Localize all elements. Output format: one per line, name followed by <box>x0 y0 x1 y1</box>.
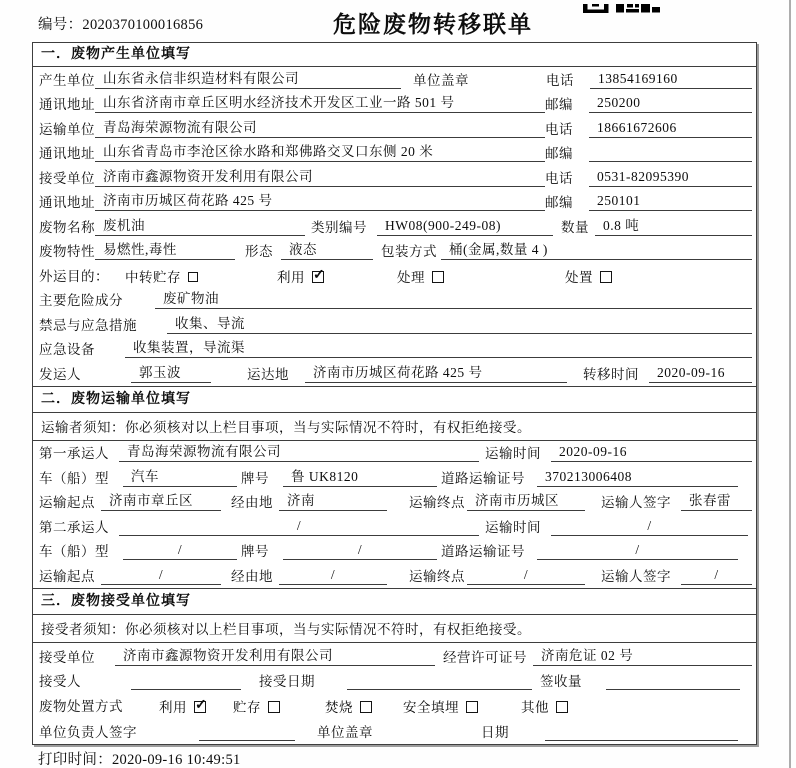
print-time: 打印时间：2020-09-16 10:49:51 <box>38 752 241 768</box>
field-label: 废物处置方式 <box>39 699 123 714</box>
notice-text: 运输者须知：你必须核对以上栏目事项，当与实际情况不符时，有权拒绝接受。 <box>33 413 756 441</box>
field-label: 第二承运人 <box>39 519 109 535</box>
field-label: 运输单位 <box>39 121 95 137</box>
field-label: 运输人签字 <box>601 568 671 584</box>
field-label: 接受人 <box>39 674 81 689</box>
field-label: 车（船）型 <box>39 544 109 559</box>
field-label: 邮编 <box>545 97 573 112</box>
field-value: 收集、导流 <box>167 312 752 334</box>
form-row <box>33 441 756 466</box>
form-row <box>33 643 756 669</box>
field-label: 运输终点 <box>409 495 465 510</box>
checkbox-unchecked-icon <box>466 701 478 713</box>
field-value: / <box>279 567 387 585</box>
checkbox-group <box>403 696 521 718</box>
field-value: 汽车 <box>123 465 237 487</box>
field-value: 济南市历城区荷花路 425 号 <box>305 361 567 383</box>
field-value: / <box>123 542 237 560</box>
checkbox-checked-icon <box>312 271 324 283</box>
page-edge-divider <box>789 0 791 768</box>
field-value <box>545 724 738 741</box>
transfer-form-table <box>32 42 757 745</box>
section-header: 一．废物产生单位填写 <box>33 43 756 67</box>
checkbox-label: 安全填埋 <box>403 700 459 715</box>
field-value: 济南市章丘区 <box>101 489 221 511</box>
checkbox-group <box>521 696 752 718</box>
field-label: 单位负责人签字 <box>39 725 137 740</box>
form-row <box>33 116 756 141</box>
checkbox-unchecked-icon <box>188 272 198 282</box>
form-row <box>33 337 756 362</box>
field-label: 类别编号 <box>311 219 367 235</box>
form-row <box>33 239 756 264</box>
field-value: 山东省青岛市李沧区徐水路和郑佛路交叉口东侧 20 米 <box>95 140 545 162</box>
field-value: / <box>537 542 738 560</box>
checkbox-group <box>125 266 277 288</box>
checkbox-group <box>143 696 233 718</box>
form-row <box>33 263 756 288</box>
field-label: 运输时间 <box>485 519 541 535</box>
checkbox-group <box>277 266 397 288</box>
field-value: 张春雷 <box>681 489 752 511</box>
field-value: 易燃性,毒性 <box>95 238 235 260</box>
field-label: 牌号 <box>241 544 269 559</box>
field-label: 外运目的： <box>39 268 109 284</box>
field-value: 济南市鑫源物资开发利用有限公司 <box>95 165 545 187</box>
field-label: 运输人签字 <box>601 495 671 510</box>
checkbox-label: 其他 <box>521 700 549 715</box>
field-label: 电话 <box>545 170 573 186</box>
field-label: 邮编 <box>545 146 573 161</box>
field-label: 日期 <box>481 725 509 740</box>
section-header: 三．废物接受单位填写 <box>33 588 756 615</box>
form-row <box>33 165 756 190</box>
form-row <box>33 141 756 166</box>
field-value: 济南市历城区荷花路 425 号 <box>95 189 545 211</box>
form-row <box>33 718 756 744</box>
field-label: 通讯地址 <box>39 97 95 112</box>
field-label: 转移时间 <box>583 366 639 382</box>
form-row <box>33 514 756 539</box>
field-label: 接受单位 <box>39 649 95 665</box>
field-label: 废物特性 <box>39 244 95 259</box>
form-row <box>33 214 756 239</box>
form-row <box>33 563 756 588</box>
field-value <box>347 673 532 690</box>
field-label: 经由地 <box>231 568 273 584</box>
checkbox-unchecked-icon <box>360 701 372 713</box>
checkbox-unchecked-icon <box>600 271 612 283</box>
field-value: / <box>681 567 752 585</box>
field-label: 数量 <box>561 219 589 235</box>
field-value: 18661672606 <box>589 120 752 138</box>
form-title: 危险废物转移联单 <box>333 12 533 37</box>
checkbox-checked-icon <box>194 701 206 713</box>
field-label: 车（船）型 <box>39 470 109 486</box>
field-value: 250101 <box>589 193 752 211</box>
field-value: 郭玉波 <box>131 361 211 383</box>
field-value: 收集装置，导流渠 <box>125 336 752 358</box>
field-value: / <box>101 567 221 585</box>
field-label: 单位盖章 <box>317 725 373 740</box>
field-value: 桶(金属,数量 4 ) <box>441 238 752 260</box>
field-label: 第一承运人 <box>39 446 109 461</box>
field-label: 道路运输证号 <box>441 470 525 486</box>
field-value: 山东省永信非织造材料有限公司 <box>95 67 401 89</box>
form-row <box>33 539 756 564</box>
field-value: 250200 <box>589 95 752 113</box>
field-label: 道路运输证号 <box>441 544 525 559</box>
field-label: 通讯地址 <box>39 195 95 210</box>
field-value: 废矿物油 <box>155 287 752 309</box>
checkbox-label: 处理 <box>397 269 425 285</box>
checkbox-group <box>565 266 752 288</box>
field-label: 经营许可证号 <box>443 649 527 665</box>
field-value: / <box>551 518 748 536</box>
form-row <box>33 693 756 718</box>
field-value: / <box>283 542 437 560</box>
section-header: 二．废物运输单位填写 <box>33 386 756 413</box>
qr-code-fragment-icon <box>583 0 661 9</box>
form-serial-number: 编号：2020370100016856 <box>38 17 204 33</box>
field-label: 形态 <box>245 244 273 259</box>
field-value <box>589 145 752 162</box>
checkbox-group <box>233 696 325 718</box>
field-label: 接受日期 <box>259 674 315 689</box>
form-row <box>33 190 756 215</box>
field-value: 2020-09-16 <box>551 444 752 462</box>
checkbox-label: 贮存 <box>233 700 261 715</box>
field-value: 液态 <box>281 238 373 260</box>
field-value: / <box>119 518 479 536</box>
field-label: 废物名称 <box>39 219 95 235</box>
checkbox-unchecked-icon <box>268 701 280 713</box>
field-value: 济南危证 02 号 <box>533 644 752 666</box>
checkbox-unchecked-icon <box>432 271 444 283</box>
field-label: 电话 <box>546 72 574 88</box>
field-label: 接受单位 <box>39 170 95 186</box>
field-value: 2020-09-16 <box>649 365 752 383</box>
field-value: 废机油 <box>95 214 305 236</box>
field-value: 青岛海荣源物流有限公司 <box>95 116 545 138</box>
field-value: 0.8 吨 <box>595 214 752 236</box>
field-label: 单位盖章 <box>413 72 469 88</box>
field-value: 青岛海荣源物流有限公司 <box>119 440 479 462</box>
field-value: HW08(900-249-08) <box>377 218 553 236</box>
checkbox-label: 中转贮存 <box>125 269 181 285</box>
checkbox-unchecked-icon <box>556 701 568 713</box>
field-label: 签收量 <box>540 674 582 689</box>
field-value <box>199 724 295 741</box>
field-value: 济南市历城区 <box>467 489 585 511</box>
field-label: 运达地 <box>247 366 289 382</box>
field-label: 产生单位 <box>39 72 95 88</box>
form-row <box>33 465 756 490</box>
field-label: 运输终点 <box>409 568 465 584</box>
checkbox-group <box>325 696 403 718</box>
form-row <box>33 312 756 337</box>
form-row <box>33 67 756 92</box>
field-value: / <box>467 567 585 585</box>
field-value: 0531-82095390 <box>589 169 752 187</box>
field-label: 包装方式 <box>381 244 437 259</box>
checkbox-label: 利用 <box>277 269 305 285</box>
field-label: 发运人 <box>39 366 81 382</box>
field-label: 主要危险成分 <box>39 293 123 308</box>
form-row <box>33 288 756 313</box>
field-value: 鲁 UK8120 <box>283 465 437 487</box>
field-label: 邮编 <box>545 195 573 210</box>
field-value: 济南 <box>279 489 387 511</box>
field-label: 运输时间 <box>485 446 541 461</box>
field-label: 电话 <box>545 121 573 137</box>
form-row <box>33 361 756 386</box>
field-label: 应急设备 <box>39 342 95 357</box>
field-label: 牌号 <box>241 470 269 486</box>
field-value: 山东省济南市章丘区明水经济技术开发区工业一路 501 号 <box>95 91 545 113</box>
field-label: 经由地 <box>231 495 273 510</box>
field-value: 13854169160 <box>590 71 752 89</box>
field-value: 370213006408 <box>537 469 738 487</box>
field-value <box>131 673 241 690</box>
checkbox-label: 处置 <box>565 269 593 285</box>
field-label: 通讯地址 <box>39 146 95 161</box>
checkbox-label: 利用 <box>159 700 187 715</box>
checkbox-label: 焚烧 <box>325 700 353 715</box>
notice-text: 接受者须知：你必须核对以上栏目事项，当与实际情况不符时，有权拒绝接受。 <box>33 615 756 643</box>
field-value <box>606 673 740 690</box>
field-label: 运输起点 <box>39 495 95 510</box>
field-label: 禁忌与应急措施 <box>39 317 137 333</box>
field-value: 济南市鑫源物资开发利用有限公司 <box>115 644 435 666</box>
form-row <box>33 490 756 515</box>
checkbox-group <box>397 266 565 288</box>
field-label: 运输起点 <box>39 568 95 584</box>
form-row <box>33 669 756 694</box>
form-row <box>33 92 756 117</box>
